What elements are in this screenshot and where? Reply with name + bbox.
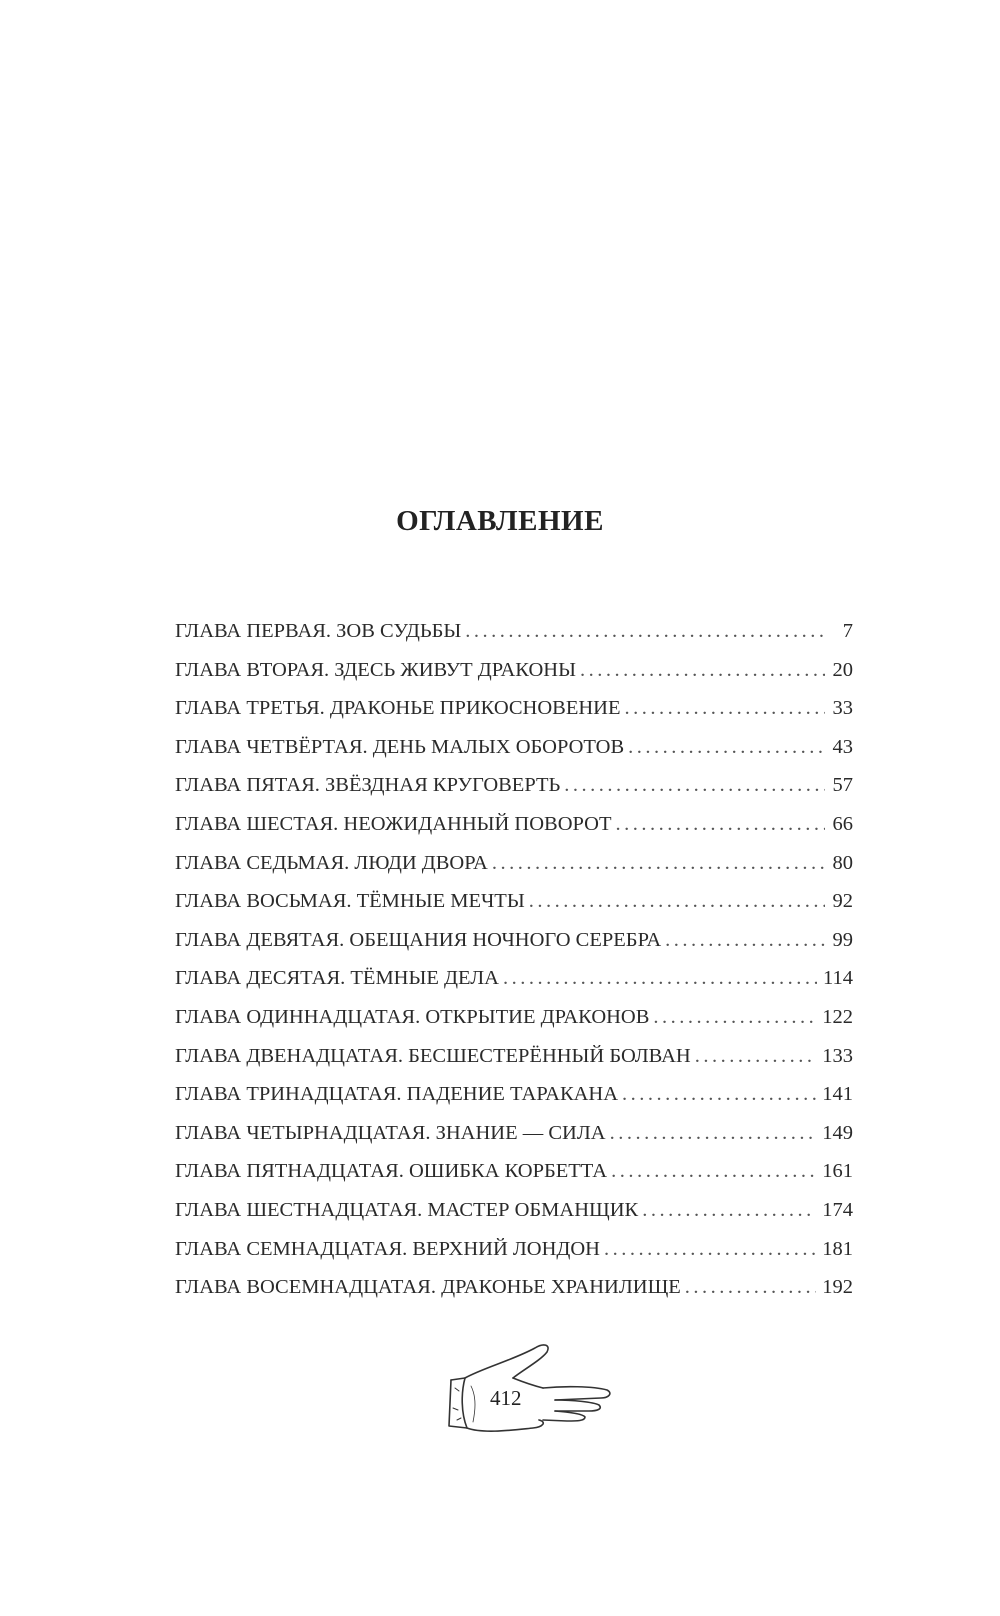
toc-entry[interactable] xyxy=(175,852,853,891)
toc-leader-dots xyxy=(529,890,825,913)
toc-entry-page: 80 xyxy=(832,851,853,874)
toc-entry-title: ГЛАВА ОДИННАДЦАТАЯ. ОТКРЫТИЕ ДРАКОНОВ xyxy=(175,1005,650,1028)
toc-entry-title: ГЛАВА ДЕСЯТАЯ. ТЁМНЫЕ ДЕЛА xyxy=(175,967,499,990)
toc-leader-dots xyxy=(564,774,825,797)
toc-entry-page: 181 xyxy=(822,1237,853,1260)
toc-entry-title: ГЛАВА СЕДЬМАЯ. ЛЮДИ ДВОРА xyxy=(175,851,488,874)
toc-entry-title: ГЛАВА СЕМНАДЦАТАЯ. ВЕРХНИЙ ЛОНДОН xyxy=(175,1237,600,1260)
toc-entry-page: 7 xyxy=(842,620,853,642)
toc-entry[interactable] xyxy=(175,1045,853,1084)
toc-entry-title: ГЛАВА ВТОРАЯ. ЗДЕСЬ ЖИВУТ ДРАКОНЫ xyxy=(175,658,576,681)
toc-entry-title: ГЛАВА ШЕСТНАДЦАТАЯ. МАСТЕР ОБМАНЩИК xyxy=(175,1198,639,1221)
toc-entry-title: ГЛАВА ТРЕТЬЯ. ДРАКОНЬЕ ПРИКОСНОВЕНИЕ xyxy=(175,697,621,720)
toc-entry-page: 192 xyxy=(822,1276,853,1299)
toc-entry-title: ГЛАВА ПЕРВАЯ. ЗОВ СУДЬБЫ xyxy=(175,620,462,642)
toc-entry[interactable] xyxy=(175,659,853,698)
toc-leader-dots xyxy=(642,1199,816,1222)
toc-leader-dots xyxy=(625,697,826,720)
toc-entry-title: ГЛАВА ДВЕНАДЦАТАЯ. БЕСШЕСТЕРЁННЫЙ БОЛВАН xyxy=(175,1044,691,1067)
toc-leader-dots xyxy=(628,736,825,759)
toc-entry-page: 149 xyxy=(822,1121,853,1144)
toc-entry[interactable] xyxy=(175,1006,853,1045)
toc-leader-dots xyxy=(580,659,825,682)
toc-entry[interactable] xyxy=(175,1276,853,1315)
toc-entry-page: 33 xyxy=(832,697,853,720)
page-number: 412 xyxy=(490,1386,522,1410)
toc-leader-dots xyxy=(610,1122,817,1145)
toc-entry[interactable] xyxy=(175,890,853,929)
toc-leader-dots xyxy=(616,813,826,836)
toc-entry-page: 99 xyxy=(832,928,853,951)
pointing-hand-icon xyxy=(443,1338,623,1438)
toc-leader-dots xyxy=(611,1160,816,1183)
toc-entry-title: ГЛАВА ТРИНАДЦАТАЯ. ПАДЕНИЕ ТАРАКАНА xyxy=(175,1083,619,1106)
toc-entry[interactable] xyxy=(175,697,853,736)
toc-entry[interactable] xyxy=(175,774,853,813)
toc-entry-title: ГЛАВА ВОСЬМАЯ. ТЁМНЫЕ МЕЧТЫ xyxy=(175,890,525,913)
toc-entry-title: ГЛАВА ПЯТАЯ. ЗВЁЗДНАЯ КРУГОВЕРТЬ xyxy=(175,774,561,797)
toc-entry-title: ГЛАВА ПЯТНАДЦАТАЯ. ОШИБКА КОРБЕТТА xyxy=(175,1160,608,1183)
toc-entry[interactable] xyxy=(175,736,853,775)
toc-leader-dots xyxy=(665,929,825,952)
toc-entry-page: 20 xyxy=(832,658,853,681)
toc-entry-page: 57 xyxy=(832,774,853,797)
page-footer xyxy=(443,1338,623,1438)
toc-entry-title: ГЛАВА ВОСЕМНАДЦАТАЯ. ДРАКОНЬЕ ХРАНИЛИЩЕ xyxy=(175,1276,681,1299)
toc-leader-dots xyxy=(695,1045,817,1068)
toc-entry-title: ГЛАВА ШЕСТАЯ. НЕОЖИДАННЫЙ ПОВОРОТ xyxy=(175,812,612,835)
toc-leader-dots xyxy=(685,1276,816,1299)
toc-entry-page: 43 xyxy=(832,735,853,758)
toc-entry[interactable] xyxy=(175,1238,853,1277)
toc-leader-dots xyxy=(465,620,825,643)
toc-entry-title: ГЛАВА ДЕВЯТАЯ. ОБЕЩАНИЯ НОЧНОГО СЕРЕБРА xyxy=(175,928,662,951)
toc-entry-title: ГЛАВА ЧЕТВЁРТАЯ. ДЕНЬ МАЛЫХ ОБОРОТОВ xyxy=(175,735,625,758)
toc-entry-page: 133 xyxy=(822,1044,853,1067)
toc-entry[interactable] xyxy=(175,620,853,659)
toc-entry[interactable] xyxy=(175,929,853,968)
toc-entry-page: 174 xyxy=(822,1198,853,1221)
toc-entry[interactable] xyxy=(175,1160,853,1199)
toc-entry-title: ГЛАВА ЧЕТЫРНАДЦАТАЯ. ЗНАНИЕ — СИЛА xyxy=(175,1121,606,1144)
toc-entry-page: 141 xyxy=(822,1083,853,1106)
page-title: ОГЛАВЛЕНИЕ xyxy=(396,505,604,537)
toc-entry[interactable] xyxy=(175,1199,853,1238)
toc-entry[interactable] xyxy=(175,813,853,852)
toc-entry-page: 161 xyxy=(822,1160,853,1183)
toc-entry-page: 66 xyxy=(832,812,853,835)
toc-entry-page: 122 xyxy=(822,1005,853,1028)
toc-leader-dots xyxy=(604,1238,816,1261)
toc-entry[interactable] xyxy=(175,1083,853,1122)
toc-leader-dots xyxy=(653,1006,816,1029)
toc-entry-page: 92 xyxy=(832,890,853,913)
toc-entry[interactable] xyxy=(175,1122,853,1161)
toc-leader-dots xyxy=(622,1083,816,1106)
toc-leader-dots xyxy=(503,967,817,990)
table-of-contents xyxy=(175,620,853,1315)
toc-leader-dots xyxy=(492,852,825,875)
toc-entry[interactable] xyxy=(175,967,853,1006)
toc-entry-page: 114 xyxy=(823,967,853,990)
